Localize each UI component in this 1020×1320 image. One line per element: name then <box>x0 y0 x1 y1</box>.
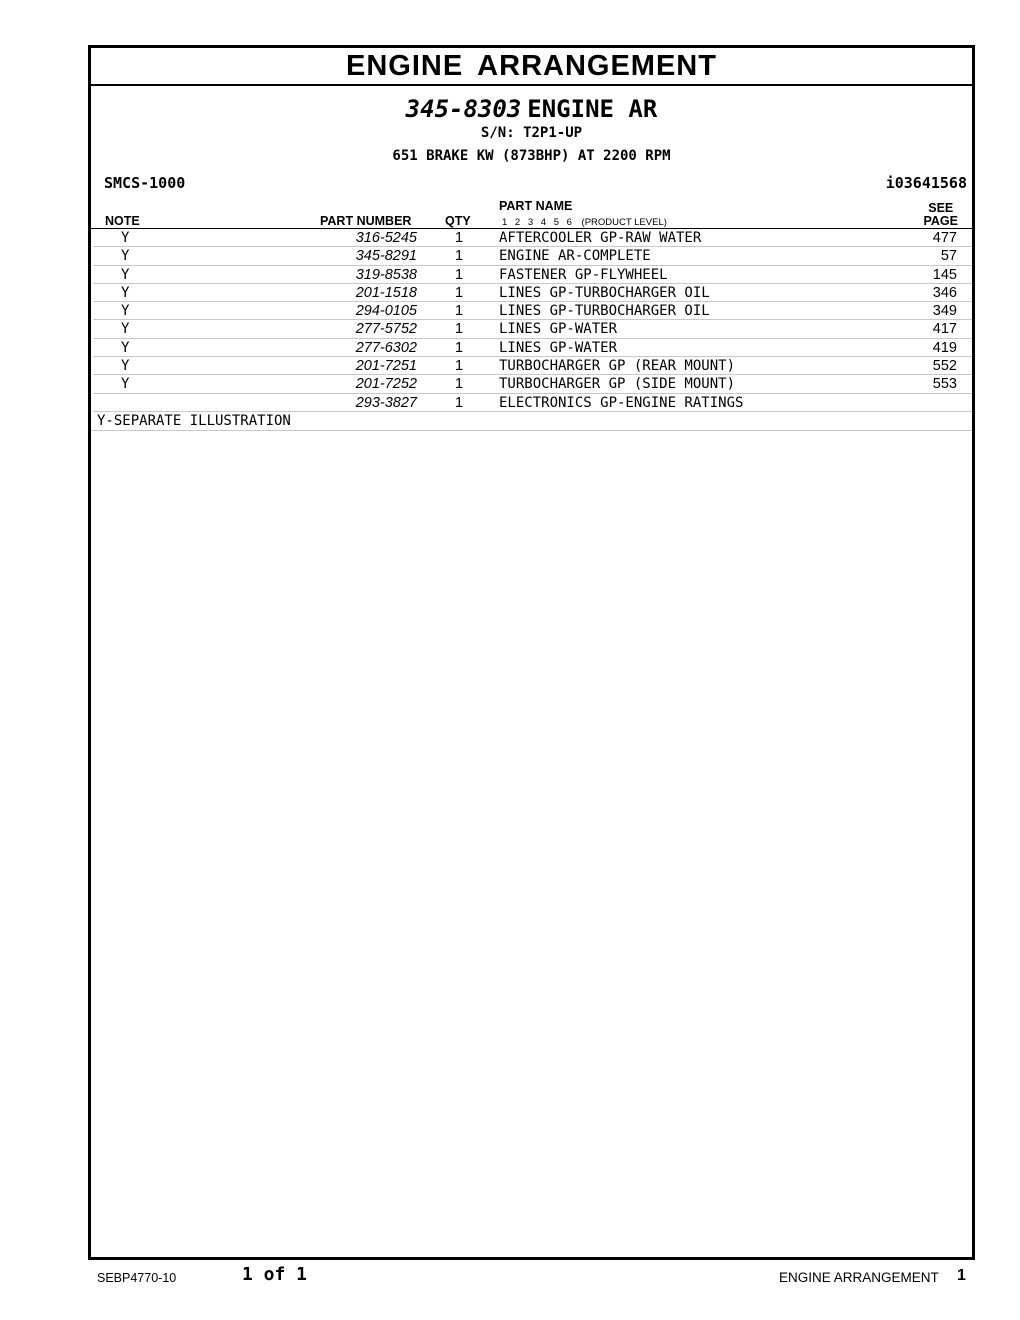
info-id: i03641568 <box>885 174 967 192</box>
engine-rating: 651 BRAKE KW (873BHP) AT 2200 RPM <box>392 148 671 164</box>
product-level-numbers: 1 2 3 4 5 6 <box>502 217 572 228</box>
see-page-cell: 145 <box>932 266 957 283</box>
column-header-see-page <box>924 202 959 228</box>
product-levels <box>502 217 667 228</box>
smcs-code: SMCS-1000 <box>104 174 186 192</box>
part-name-cell: LINES GP-TURBOCHARGER OIL <box>499 303 710 320</box>
table-row <box>93 320 972 338</box>
part-number-cell: 201-1518 <box>355 284 417 301</box>
page-label: PAGE <box>923 214 958 228</box>
note-cell: Y <box>121 376 130 393</box>
column-header-qty: QTY <box>445 214 471 228</box>
group-title <box>91 95 972 123</box>
qty-cell: 1 <box>455 358 464 375</box>
footer-section-title: ENGINE ARRANGEMENT <box>779 1270 939 1285</box>
table-header <box>91 197 972 229</box>
part-number-cell: 345-8291 <box>355 248 417 265</box>
note-cell: Y <box>121 358 130 375</box>
part-name-cell: ELECTRONICS GP-ENGINE RATINGS <box>499 394 744 411</box>
table-row <box>93 394 972 412</box>
part-name-cell: AFTERCOOLER GP-RAW WATER <box>499 230 702 246</box>
parts-list <box>91 229 972 412</box>
part-number-cell: 319-8538 <box>355 266 417 283</box>
smcs-row <box>91 173 972 193</box>
qty-cell: 1 <box>455 284 464 301</box>
see-page-cell: 57 <box>940 248 957 265</box>
qty-cell: 1 <box>455 230 464 246</box>
footnote: Y-SEPARATE ILLUSTRATION <box>91 412 972 431</box>
see-page-cell: 417 <box>932 321 957 338</box>
column-header-part-number: PART NUMBER <box>320 214 412 228</box>
page-title: ENGINE ARRANGEMENT <box>91 48 972 86</box>
table-row <box>93 229 972 247</box>
qty-cell: 1 <box>455 376 464 393</box>
column-header-note: NOTE <box>105 214 140 228</box>
table-row <box>93 247 972 265</box>
table-row <box>93 302 972 320</box>
qty-cell: 1 <box>455 339 464 356</box>
qty-cell: 1 <box>455 248 464 265</box>
part-name-cell: FASTENER GP-FLYWHEEL <box>499 266 668 283</box>
see-page-cell: 419 <box>932 339 957 356</box>
part-number-cell: 277-5752 <box>355 321 417 338</box>
qty-cell: 1 <box>455 394 464 411</box>
part-number-cell: 294-0105 <box>355 303 417 320</box>
see-page-cell: 552 <box>932 358 957 375</box>
note-cell: Y <box>121 303 130 320</box>
part-number-cell: 316-5245 <box>355 230 417 246</box>
qty-cell: 1 <box>455 321 464 338</box>
part-number-cell: 201-7251 <box>355 358 417 375</box>
table-row <box>93 357 972 375</box>
note-cell: Y <box>121 266 130 283</box>
note-cell: Y <box>121 321 130 338</box>
part-name-cell: ENGINE AR-COMPLETE <box>499 248 651 265</box>
note-cell: Y <box>121 339 130 356</box>
see-page-cell: 553 <box>932 376 957 393</box>
page-footer <box>0 1263 1020 1293</box>
doc-number: SEBP4770-10 <box>97 1271 177 1285</box>
part-name-cell: LINES GP-TURBOCHARGER OIL <box>499 284 710 301</box>
see-page-cell: 349 <box>932 303 957 320</box>
table-row <box>93 375 972 393</box>
table-row <box>93 266 972 284</box>
product-level-label: (PRODUCT LEVEL) <box>581 217 667 228</box>
qty-cell: 1 <box>455 303 464 320</box>
part-name-cell: LINES GP-WATER <box>499 321 618 338</box>
page-count: 1 of 1 <box>242 1264 308 1285</box>
table-row <box>93 339 972 357</box>
group-part-number: 345-8303 <box>405 95 522 123</box>
part-number-cell: 277-6302 <box>355 339 417 356</box>
see-page-cell: 477 <box>932 230 957 246</box>
group-name: ENGINE AR <box>527 95 658 123</box>
qty-cell: 1 <box>455 266 464 283</box>
group-header <box>91 95 972 165</box>
part-name-cell: TURBOCHARGER GP (REAR MOUNT) <box>499 358 736 375</box>
note-cell: Y <box>121 284 130 301</box>
note-cell: Y <box>121 230 130 246</box>
see-label: SEE <box>928 201 954 215</box>
part-name-cell: LINES GP-WATER <box>499 339 618 356</box>
note-cell: Y <box>121 248 130 265</box>
column-header-part-name: PART NAME <box>499 199 573 213</box>
part-name-cell: TURBOCHARGER GP (SIDE MOUNT) <box>499 376 736 393</box>
part-number-cell: 293-3827 <box>355 394 417 411</box>
part-number-cell: 201-7252 <box>355 376 417 393</box>
table-row <box>93 284 972 302</box>
see-page-cell: 346 <box>932 284 957 301</box>
page-number: 1 <box>957 1267 966 1284</box>
page-frame <box>88 45 975 1260</box>
serial-range: S/N: T2P1-UP <box>480 125 583 141</box>
